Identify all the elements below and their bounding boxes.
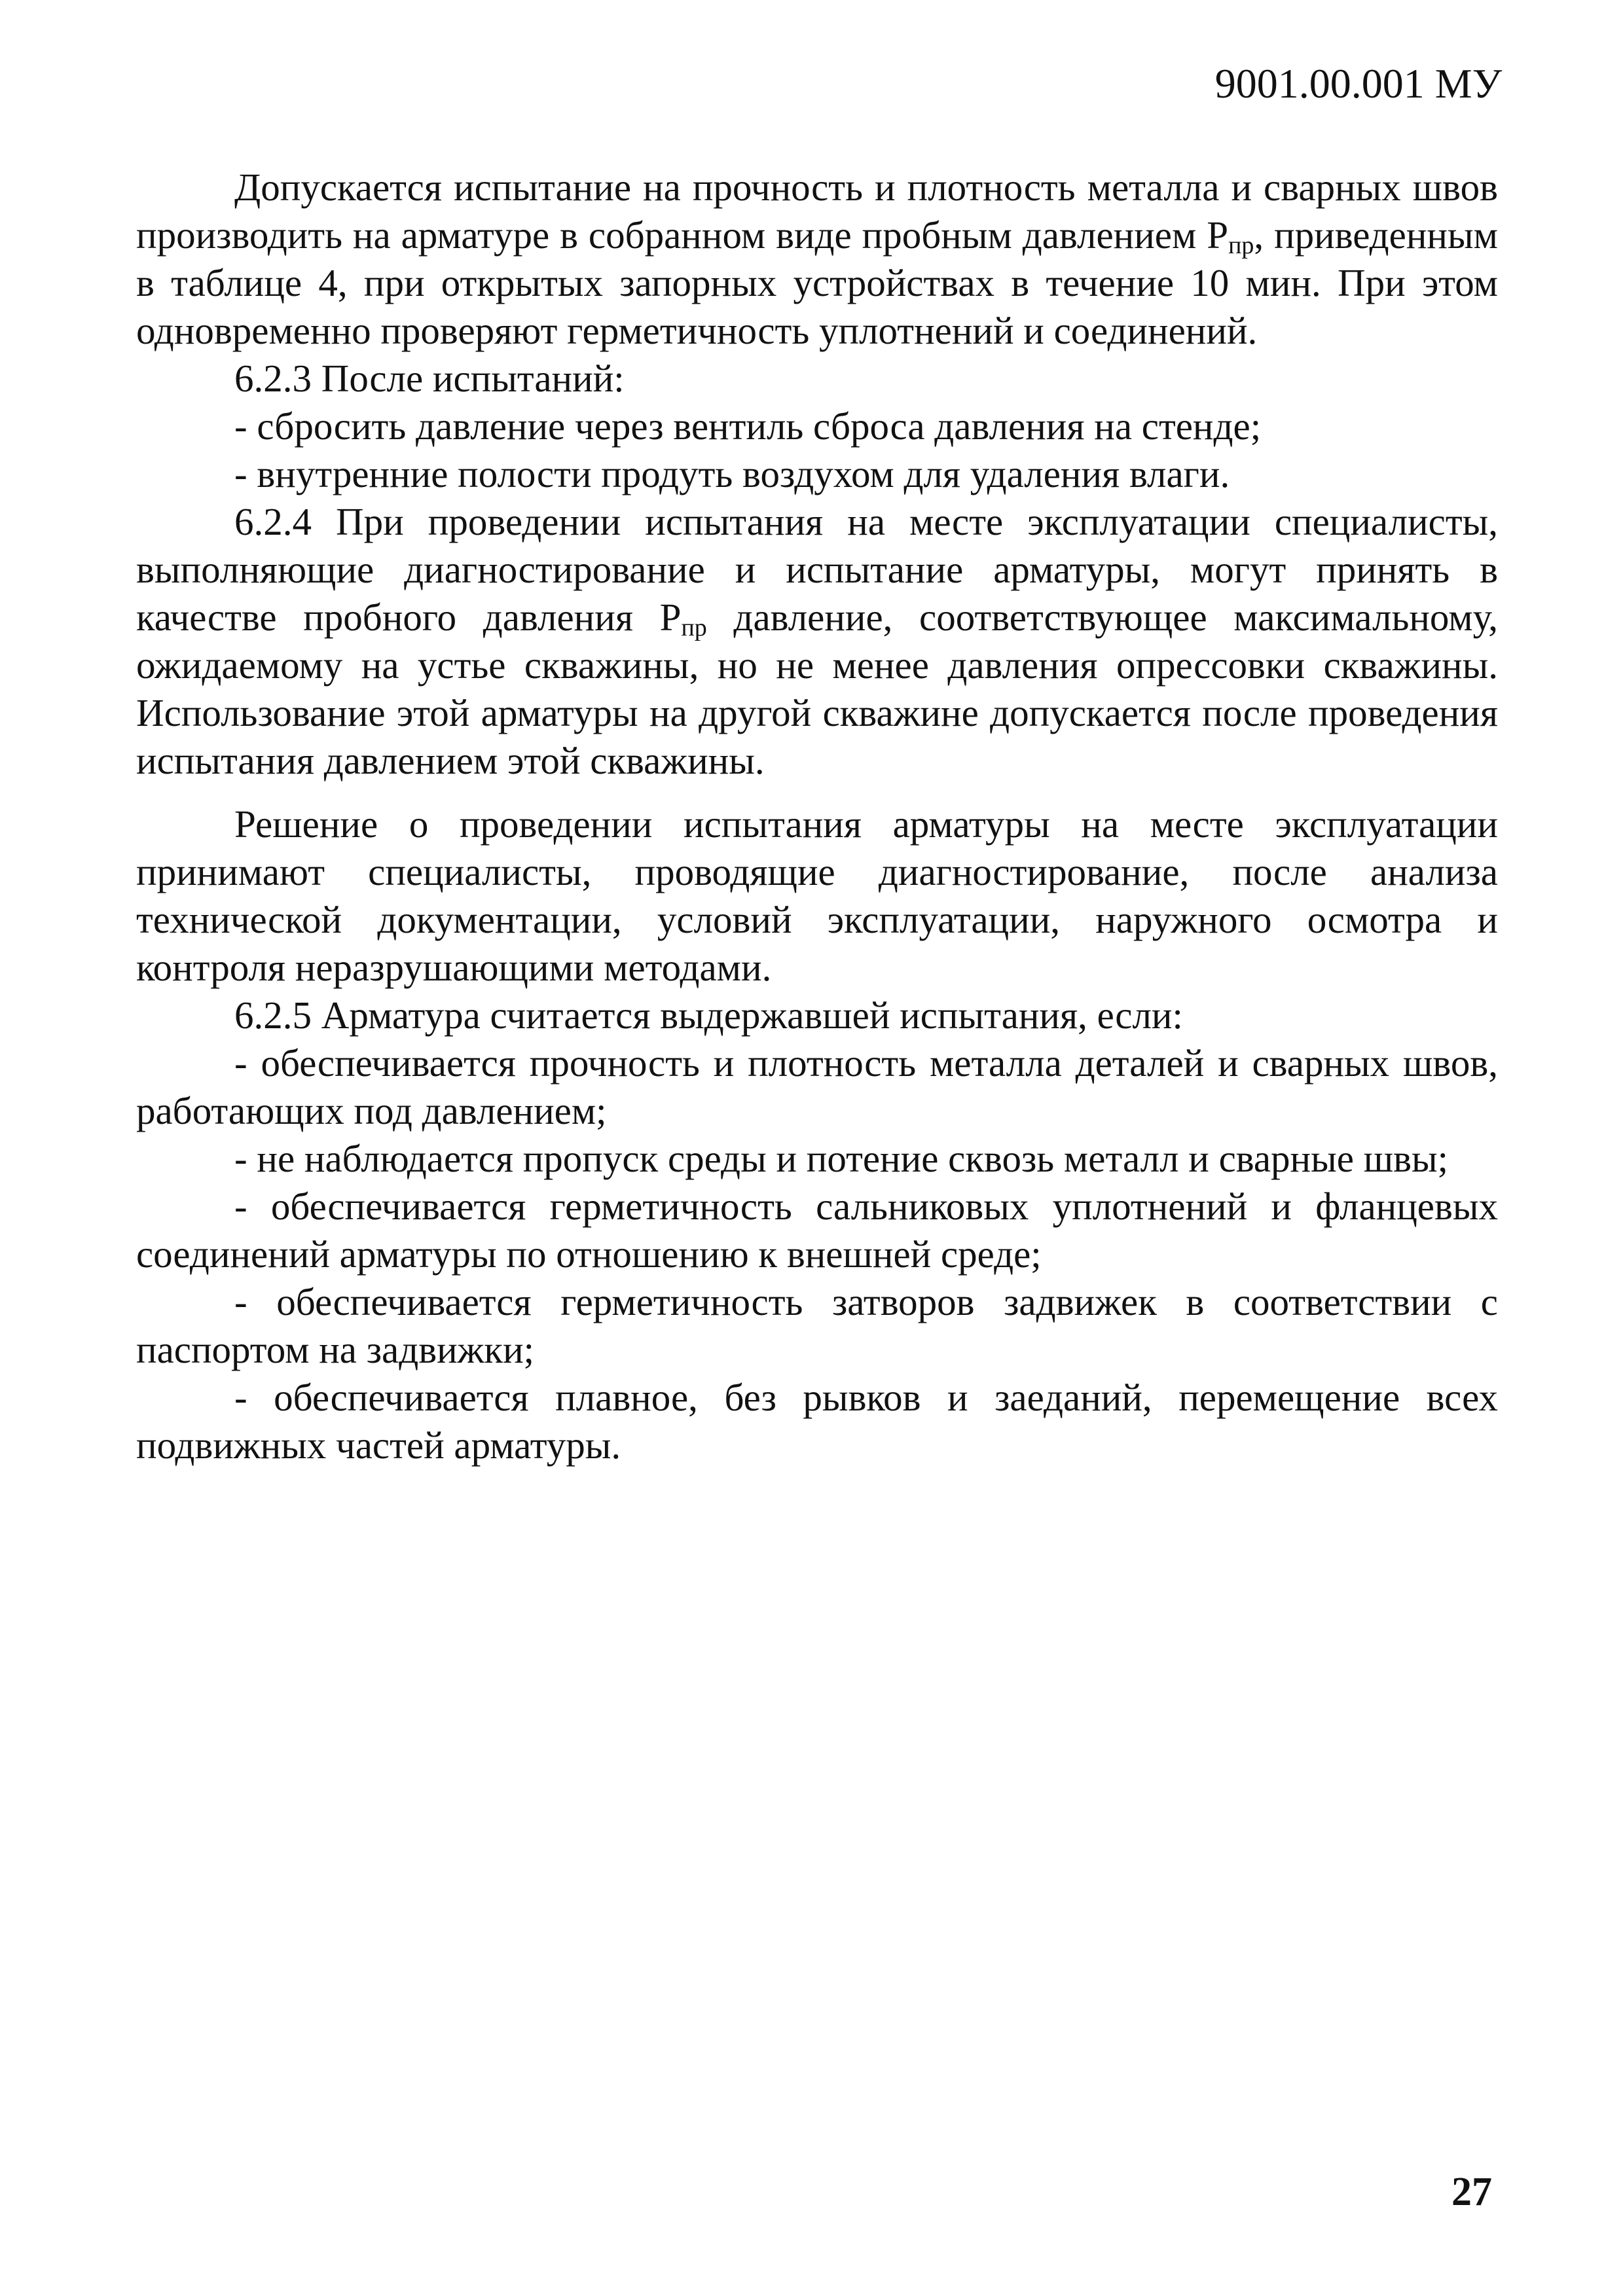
paragraph-pressure-test	[136, 164, 1498, 355]
section-6-2-4-paragraph	[136, 498, 1498, 785]
list-item: - обеспечивается герметичность сальниковых уплотнений и фланцевых соединений арматуры по отношению к внешней среде;	[136, 1185, 1498, 1276]
list-item: - не наблюдается пропуск среды и потение сквозь металл и сварные швы;	[234, 1137, 1449, 1180]
paragraph-decision: Решение о проведении испытания арматуры на месте эксплуатации принимают специалисты, проводящие диагностирование, после анализа технической документации, условий эксплуатации, наружного осмотра и контроля неразрушающими методами.	[136, 802, 1498, 989]
pressure-symbol-subscript: пр	[681, 614, 707, 641]
document-code: 9001.00.001 МУ	[1214, 60, 1502, 107]
list-item: - сбросить давление через вентиль сброса давления на стенде;	[234, 404, 1262, 448]
paragraph-text: , приведенным в таблице 4, при открытых запорных устройствах в течение 10 мин. При этом одновременно проверяют герметичность уплотнений и соединений.	[136, 213, 1498, 352]
pressure-symbol-subscript: пр	[1228, 232, 1254, 259]
paragraph-text: давление, соответствующее максимальному, ожидаемому на устье скважины, но не менее давления опрессовки скважины. Использование этой арматуры на другой скважине допускается после проведения испытания давлением этой скважины.	[136, 596, 1498, 782]
list-item: - обеспечивается прочность и плотность металла деталей и сварных швов, работающих под давлением;	[136, 1041, 1498, 1132]
document-body	[136, 164, 1498, 1469]
paragraph-text: Допускается испытание на прочность и плотность металла и сварных швов производить на арматуре в собранном виде пробным давлением	[136, 166, 1498, 257]
section-6-2-3-heading: 6.2.3 После испытаний:	[234, 357, 625, 400]
list-item: - внутренние полости продуть воздухом для удаления влаги.	[234, 452, 1230, 495]
list-item: - обеспечивается плавное, без рывков и заеданий, перемещение всех подвижных частей арматуры.	[136, 1376, 1498, 1467]
pressure-symbol: P	[659, 596, 682, 639]
section-6-2-5-heading: 6.2.5 Арматура считается выдержавшей испытания, если:	[234, 994, 1183, 1037]
page-number: 27	[1451, 2170, 1492, 2214]
paragraph-text: 6.2.4 При проведении испытания на месте эксплуатации специалисты, выполняющие диагностирование и испытание арматуры, могут принять в качестве пробного давления	[136, 500, 1498, 639]
pressure-symbol: P	[1207, 213, 1229, 257]
list-item: - обеспечивается герметичность затворов задвижек в соответствии с паспортом на задвижки;	[136, 1280, 1498, 1371]
